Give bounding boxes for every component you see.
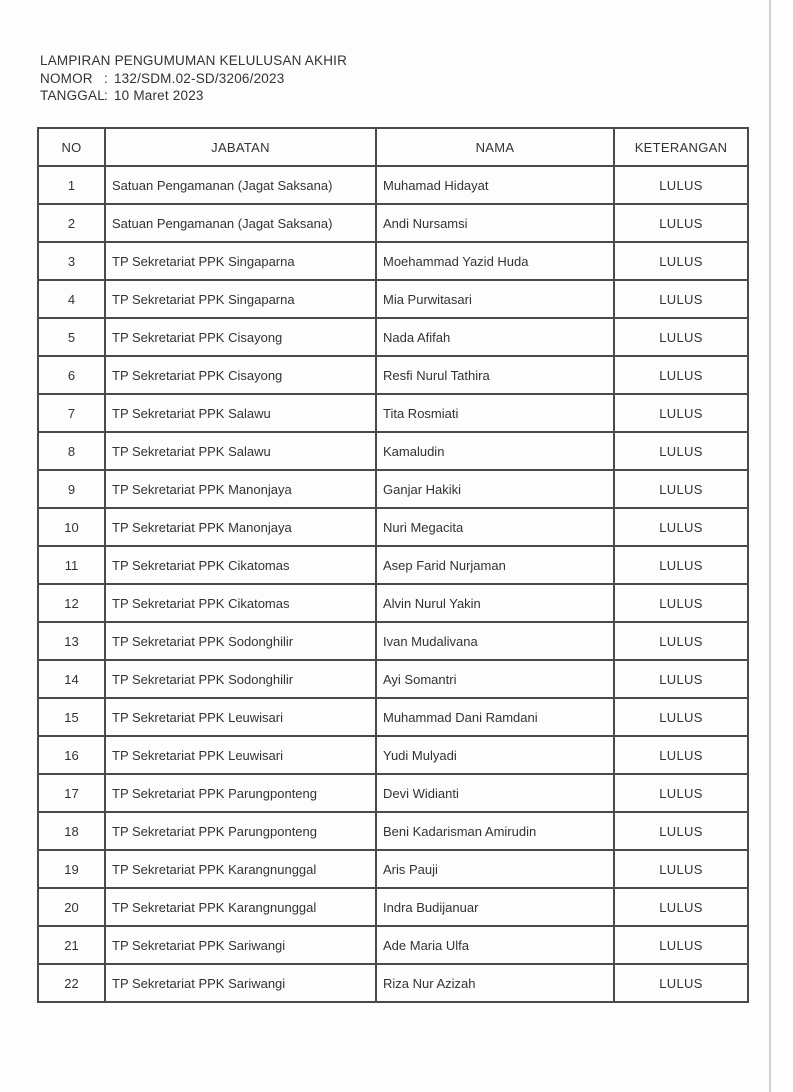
row-number-cell: 1 [38,166,105,204]
keterangan-cell: LULUS [614,584,748,622]
keterangan-cell: LULUS [614,242,748,280]
table-row [38,888,748,926]
table-row [38,356,748,394]
table-row [38,470,748,508]
nama-cell: Muhammad Dani Ramdani [376,698,614,736]
jabatan-cell: TP Sekretariat PPK Manonjaya [105,470,376,508]
nama-cell: Muhamad Hidayat [376,166,614,204]
keterangan-cell: LULUS [614,470,748,508]
jabatan-cell: TP Sekretariat PPK Karangnunggal [105,850,376,888]
jabatan-cell: TP Sekretariat PPK Parungponteng [105,812,376,850]
row-number-cell: 5 [38,318,105,356]
nama-cell: Yudi Mulyadi [376,736,614,774]
column-header-keterangan: KETERANGAN [614,128,748,166]
nama-cell: Asep Farid Nurjaman [376,546,614,584]
keterangan-cell: LULUS [614,964,748,1002]
table-row [38,622,748,660]
jabatan-cell: TP Sekretariat PPK Cikatomas [105,584,376,622]
row-number-cell: 10 [38,508,105,546]
jabatan-cell: TP Sekretariat PPK Leuwisari [105,736,376,774]
row-number-cell: 15 [38,698,105,736]
table-row [38,432,748,470]
nama-cell: Ganjar Hakiki [376,470,614,508]
column-header-jabatan: JABATAN [105,128,376,166]
jabatan-cell: TP Sekretariat PPK Sodonghilir [105,622,376,660]
nama-cell: Devi Widianti [376,774,614,812]
nama-cell: Indra Budijanuar [376,888,614,926]
keterangan-cell: LULUS [614,622,748,660]
row-number-cell: 12 [38,584,105,622]
keterangan-cell: LULUS [614,204,748,242]
nama-cell: Beni Kadarisman Amirudin [376,812,614,850]
row-number-cell: 3 [38,242,105,280]
jabatan-cell: TP Sekretariat PPK Parungponteng [105,774,376,812]
tanggal-label: TANGGAL [40,88,105,103]
table-row [38,166,748,204]
row-number-cell: 16 [38,736,105,774]
nama-cell: Kamaludin [376,432,614,470]
row-number-cell: 19 [38,850,105,888]
table-row [38,736,748,774]
nama-cell: Ayi Somantri [376,660,614,698]
results-table [37,127,749,1003]
nomor-field [40,70,347,88]
row-number-cell: 20 [38,888,105,926]
tanggal-separator: : [104,88,108,103]
keterangan-cell: LULUS [614,432,748,470]
row-number-cell: 9 [38,470,105,508]
keterangan-cell: LULUS [614,926,748,964]
tanggal-field [40,87,347,105]
results-table-header [38,128,748,166]
row-number-cell: 18 [38,812,105,850]
keterangan-cell: LULUS [614,356,748,394]
row-number-cell: 17 [38,774,105,812]
nama-cell: Andi Nursamsi [376,204,614,242]
keterangan-cell: LULUS [614,546,748,584]
nama-cell: Aris Pauji [376,850,614,888]
row-number-cell: 13 [38,622,105,660]
table-row [38,964,748,1002]
nomor-separator: : [104,70,108,86]
nama-cell: Nuri Megacita [376,508,614,546]
column-header-nama: NAMA [376,128,614,166]
table-row [38,546,748,584]
nomor-label: NOMOR [40,70,93,86]
keterangan-cell: LULUS [614,888,748,926]
keterangan-cell: LULUS [614,774,748,812]
table-row [38,926,748,964]
nama-cell: Mia Purwitasari [376,280,614,318]
row-number-cell: 11 [38,546,105,584]
table-row [38,850,748,888]
keterangan-cell: LULUS [614,318,748,356]
jabatan-cell: Satuan Pengamanan (Jagat Saksana) [105,166,376,204]
keterangan-cell: LULUS [614,850,748,888]
results-table-body [38,166,748,1002]
keterangan-cell: LULUS [614,736,748,774]
keterangan-cell: LULUS [614,280,748,318]
jabatan-cell: TP Sekretariat PPK Karangnunggal [105,888,376,926]
keterangan-cell: LULUS [614,660,748,698]
nama-cell: Ade Maria Ulfa [376,926,614,964]
scan-edge-artifact [769,0,771,1092]
document-title: LAMPIRAN PENGUMUMAN KELULUSAN AKHIR [40,53,348,68]
row-number-cell: 4 [38,280,105,318]
jabatan-cell: TP Sekretariat PPK Sodonghilir [105,660,376,698]
jabatan-cell: TP Sekretariat PPK Sariwangi [105,926,376,964]
row-number-cell: 14 [38,660,105,698]
tanggal-value: 10 Maret 2023 [113,88,204,103]
jabatan-cell: TP Sekretariat PPK Manonjaya [105,508,376,546]
row-number-cell: 7 [38,394,105,432]
keterangan-cell: LULUS [614,698,748,736]
row-number-cell: 2 [38,204,105,242]
table-row [38,242,748,280]
nama-cell: Alvin Nurul Yakin [376,584,614,622]
table-row [38,280,748,318]
jabatan-cell: TP Sekretariat PPK Singaparna [105,280,376,318]
jabatan-cell: TP Sekretariat PPK Singaparna [105,242,376,280]
jabatan-cell: TP Sekretariat PPK Salawu [105,432,376,470]
jabatan-cell: TP Sekretariat PPK Sariwangi [105,964,376,1002]
jabatan-cell: TP Sekretariat PPK Salawu [105,394,376,432]
row-number-cell: 6 [38,356,105,394]
keterangan-cell: LULUS [614,166,748,204]
jabatan-cell: TP Sekretariat PPK Leuwisari [105,698,376,736]
keterangan-cell: LULUS [614,508,748,546]
jabatan-cell: TP Sekretariat PPK Cisayong [105,356,376,394]
column-header-no: NO [38,128,105,166]
nama-cell: Riza Nur Azizah [376,964,614,1002]
table-row [38,812,748,850]
nama-cell: Moehammad Yazid Huda [376,242,614,280]
nama-cell: Nada Afifah [376,318,614,356]
nama-cell: Tita Rosmiati [376,394,614,432]
table-row [38,508,748,546]
table-row [38,584,748,622]
jabatan-cell: Satuan Pengamanan (Jagat Saksana) [105,204,376,242]
nama-cell: Resfi Nurul Tathira [376,356,614,394]
jabatan-cell: TP Sekretariat PPK Cisayong [105,318,376,356]
table-row [38,318,748,356]
nomor-value: 132/SDM.02-SD/3206/2023 [113,70,285,86]
document-header [40,52,347,105]
table-row [38,394,748,432]
row-number-cell: 22 [38,964,105,1002]
keterangan-cell: LULUS [614,812,748,850]
table-row [38,660,748,698]
row-number-cell: 8 [38,432,105,470]
table-row [38,698,748,736]
nama-cell: Ivan Mudalivana [376,622,614,660]
jabatan-cell: TP Sekretariat PPK Cikatomas [105,546,376,584]
table-row [38,774,748,812]
row-number-cell: 21 [38,926,105,964]
header-row [38,128,748,166]
table-row [38,204,748,242]
keterangan-cell: LULUS [614,394,748,432]
